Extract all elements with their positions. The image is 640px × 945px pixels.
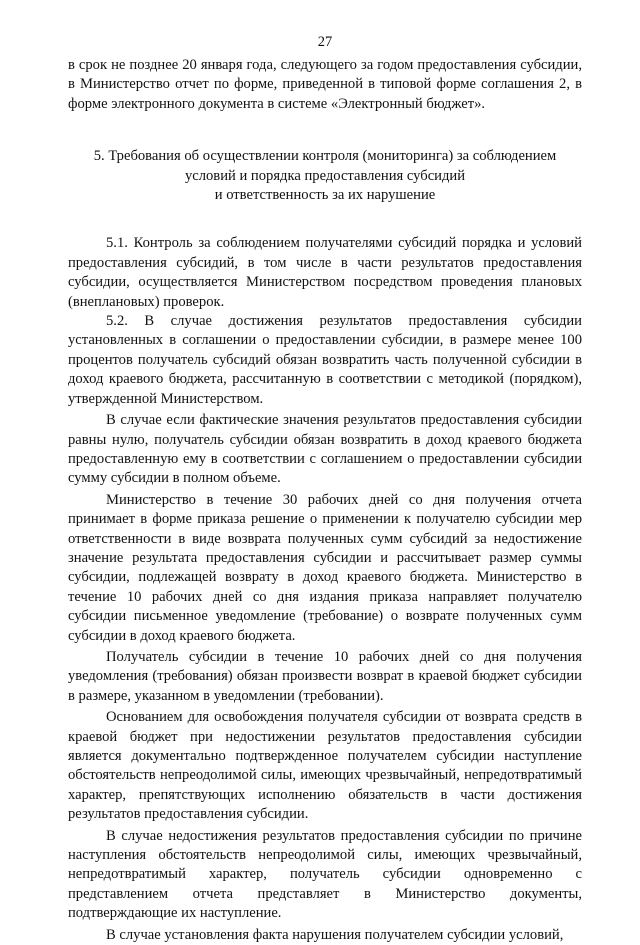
intro-paragraph: в срок не позднее 20 января года, следующего за годом предоставления субсидии, в Министерство отчет по форме, приведенной в типовой форме соглашения 2, в форме электронного документа в системе «Электронный бюджет». xyxy=(68,57,582,112)
paragraph-5-2: 5.2. В случае достижения результатов предоставления субсидии установленных в соглашении о предоставлении субсидии, в размере менее 100 процентов получатель субсидий обязан возвратить часть полученной субсидии в доход краевого бюджета, рассчитанную в соответствии с методикой (порядком), утвержденной Министерством. xyxy=(68,313,582,407)
section-title-line: условий и порядка предоставления субсидий xyxy=(184,167,466,184)
paragraph-5-1: 5.1. Контроль за соблюдением получателями субсидий порядка и условий предоставления субсидий, в том числе в части результатов предоставления субсидии, осуществляется Министерством посредством проведения плановых (внеплановых) проверок. xyxy=(68,235,582,310)
paragraph: Министерство в течение 30 рабочих дней со дня получения отчета принимает в форме приказа решение о применении к получателю субсидии мер ответственности в виде возврата полученных сумм субсидий за недостижение значение результата предоставления субсидии и рассчитывает размер суммы субсидии, подлежащей возврату в доход краевого бюджета. Министерство в течение 10 рабочих дней со дня издания приказа направляет получателю субсидии письменное уведомление (требование) о возврате полученных сумм субсидии в доход краевого бюджета. xyxy=(68,491,582,644)
section-title-line: 5. Требования об осуществлении контроля (мониторинга) за соблюдением xyxy=(93,148,557,165)
paragraph: В случае установления факта нарушения получателем субсидии условий, xyxy=(106,926,564,943)
paragraph: Получатель субсидии в течение 10 рабочих дней со дня получения уведомления (требования) обязан произвести возврат в краевой бюджет субсидии в размере, указанном в уведомлении (требовании). xyxy=(68,648,582,704)
paragraph: В случае если фактические значения результатов предоставления субсидии равны нулю, получатель субсидии обязан возвратить в доход краевого бюджета предоставленную ему в соответствии с соглашением о предоставлении субсидии сумму субсидии в полном объеме. xyxy=(68,412,582,487)
section-title-line: и ответственность за их нарушение xyxy=(214,187,436,204)
paragraph: Основанием для освобождения получателя субсидии от возврата средств в краевой бюджет при недостижении результатов предоставления субсидии является документально подтвержденное получателем субсидии наступление обстоятельств непреодолимой силы, имеющих чрезвычайный, непредотвратимый характер, препятствующих исполнению обязательств в части достижения результатов предоставления субсидии. xyxy=(68,709,582,823)
page-number: 27 xyxy=(317,34,333,50)
section-title xyxy=(68,147,582,205)
paragraph: В случае недостижения результатов предоставления субсидии по причине наступления обстоятельств непреодолимой силы, имеющих чрезвычайный, непредотвратимый характер, получатель субсидии одновременно с представлением отчета представляет в Министерство документы, подтверждающие их наступление. xyxy=(68,827,582,922)
